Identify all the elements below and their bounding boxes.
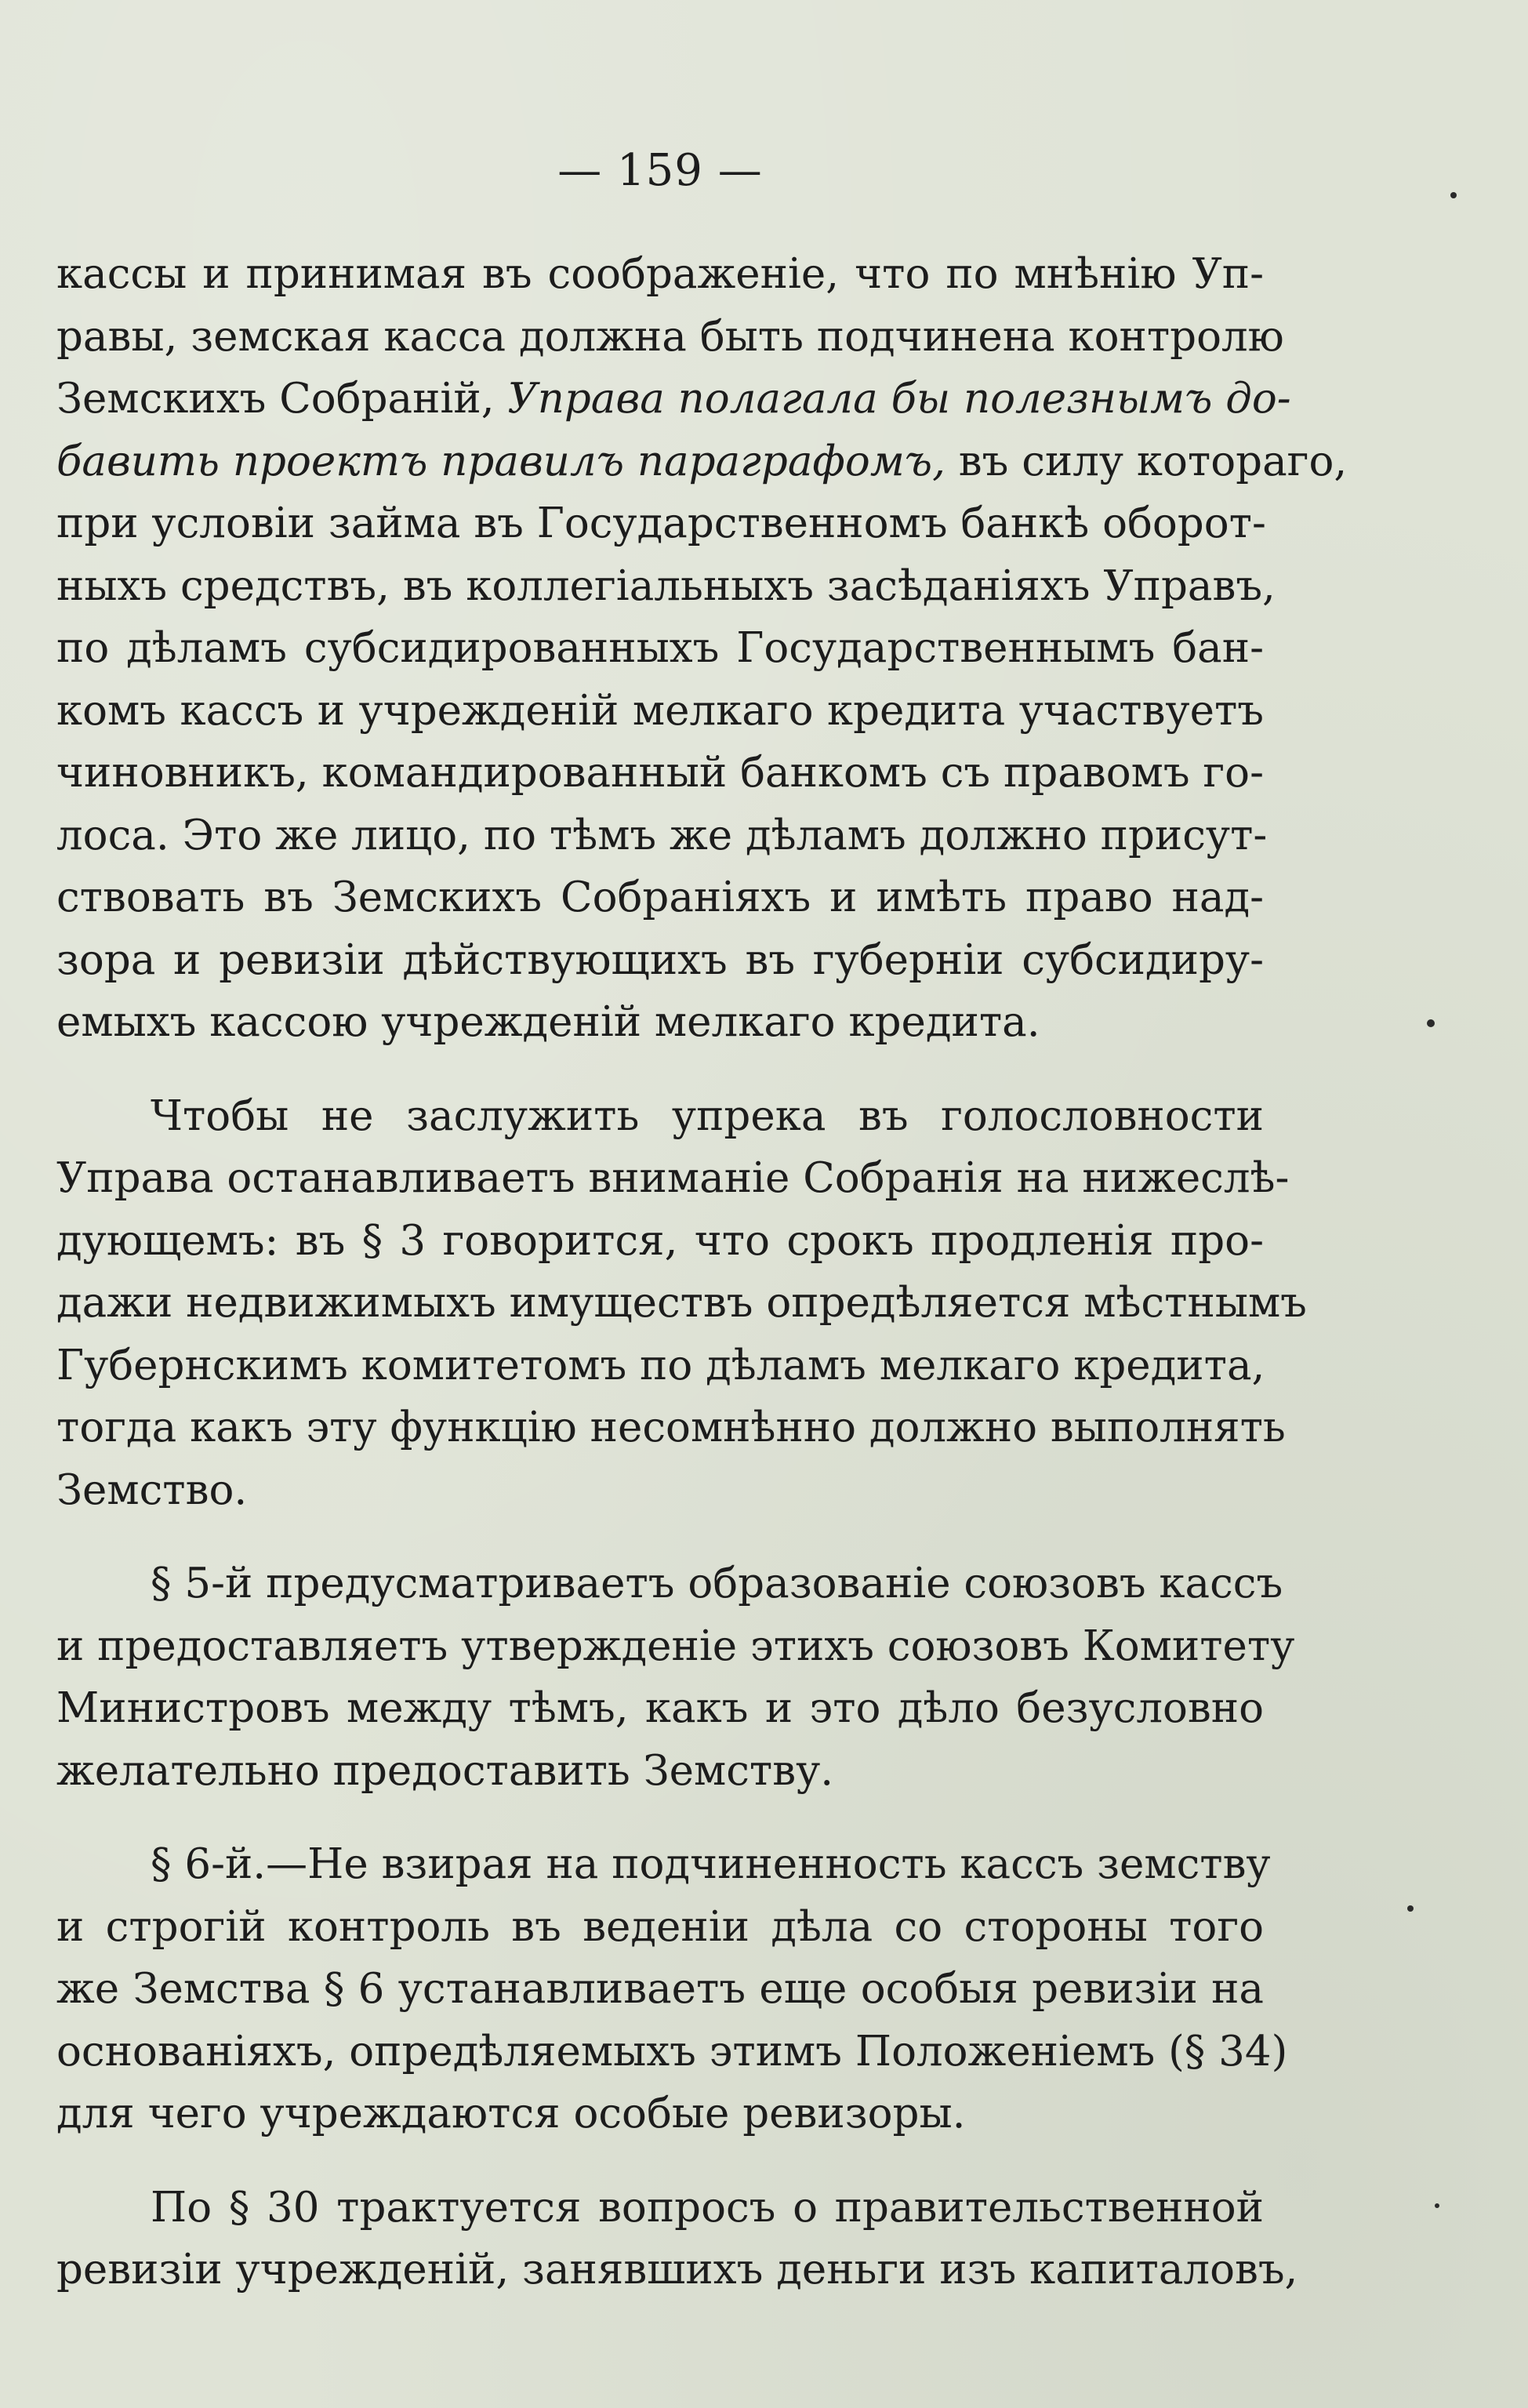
print-speck xyxy=(1450,192,1457,198)
text-line: § 6-й.—Не взирая на подчиненность кассъ земству xyxy=(151,1840,1271,1888)
text-line: же Земства § 6 устанавливаетъ еще особыя ревизiи на xyxy=(56,1965,1264,2013)
text-line: зора и ревизiи дѣйствующихъ въ губернiи субсидиру- xyxy=(56,935,1264,984)
text-line: при условiи займа въ Государственномъ банкѣ оборот- xyxy=(56,499,1266,547)
text-line: Управа останавливаетъ вниманiе Собранiя на нижеслѣ- xyxy=(56,1154,1290,1202)
print-speck xyxy=(1427,1019,1435,1027)
text-line: желательно предоставить Земству. xyxy=(56,1746,834,1795)
text-line: дующемъ: въ § 3 говорится, что срокъ продленiя про- xyxy=(56,1216,1264,1265)
text-line: тогда какъ эту функцiю несомнѣнно должно выполнять xyxy=(56,1404,1286,1451)
text-line: Чтобы не заслужить упрека въ голословности xyxy=(151,1091,1264,1140)
text-line: равы, земская касса должна быть подчинена контролю xyxy=(56,312,1284,361)
text-line: чиновникъ, командированный банкомъ съ правомъ го- xyxy=(56,749,1264,797)
text-segment: Земскихъ Собранiй, xyxy=(56,375,508,423)
print-speck xyxy=(1435,2203,1439,2208)
text-line: § 5-й предусматриваетъ образованiе союзовъ кассъ xyxy=(151,1560,1283,1607)
page-number: — 159 — xyxy=(557,145,763,196)
body-text xyxy=(56,243,1348,2301)
text-line: Губернскимъ комитетомъ по дѣламъ мелкаго кредита, xyxy=(56,1341,1265,1389)
text-line: ныхъ средствъ, въ коллегiальныхъ засѣданiяхъ Управъ, xyxy=(56,561,1276,610)
text-line: лоса. Это же лицо, по тѣмъ же дѣламъ должно присут- xyxy=(56,811,1268,859)
text-line: основанiяхъ, опредѣляемыхъ этимъ Положенiемъ (§ 34) xyxy=(56,2027,1288,2076)
text-segment: въ силу котораго, xyxy=(945,437,1348,485)
text-line: ствовать въ Земскихъ Собранiяхъ и имѣть право над- xyxy=(56,873,1264,921)
text-line: комъ кассъ и учрежденiй мелкаго кредита участвуетъ xyxy=(56,686,1264,735)
italic-text-segment: бавить проектъ правилъ параграфомъ, xyxy=(56,437,945,485)
text-line: кассы и принимая въ соображенiе, что по мнѣнiю Уп- xyxy=(56,250,1264,298)
text-line: емыхъ кассою учрежденiй мелкаго кредита. xyxy=(56,998,1040,1046)
text-line: для чего учреждаются особые ревизоры. xyxy=(56,2090,966,2137)
text-line: и предоставляетъ утвержденiе этихъ союзовъ Комитету xyxy=(56,1622,1295,1670)
text-line: Земство. xyxy=(56,1466,248,1514)
text-line xyxy=(56,368,1291,430)
text-line: и строгiй контроль въ веденiи дѣла со стороны того xyxy=(56,1902,1264,1951)
text-line: Министровъ между тѣмъ, какъ и это дѣло безусловно xyxy=(56,1684,1264,1732)
text-line: дажи недвижимыхъ имуществъ опредѣляется мѣстнымъ xyxy=(56,1279,1307,1327)
text-line: по дѣламъ субсидированныхъ Государственнымъ бан- xyxy=(56,624,1264,672)
text-line xyxy=(56,430,1348,493)
italic-text-segment: Управа полагала бы полезнымъ до- xyxy=(507,375,1291,423)
text-line: ревизiи учрежденiй, занявшихъ деньги изъ капиталовъ, xyxy=(56,2246,1298,2294)
text-line: По § 30 трактуется вопросъ о правительственной xyxy=(151,2183,1264,2232)
print-speck xyxy=(1407,1905,1414,1912)
